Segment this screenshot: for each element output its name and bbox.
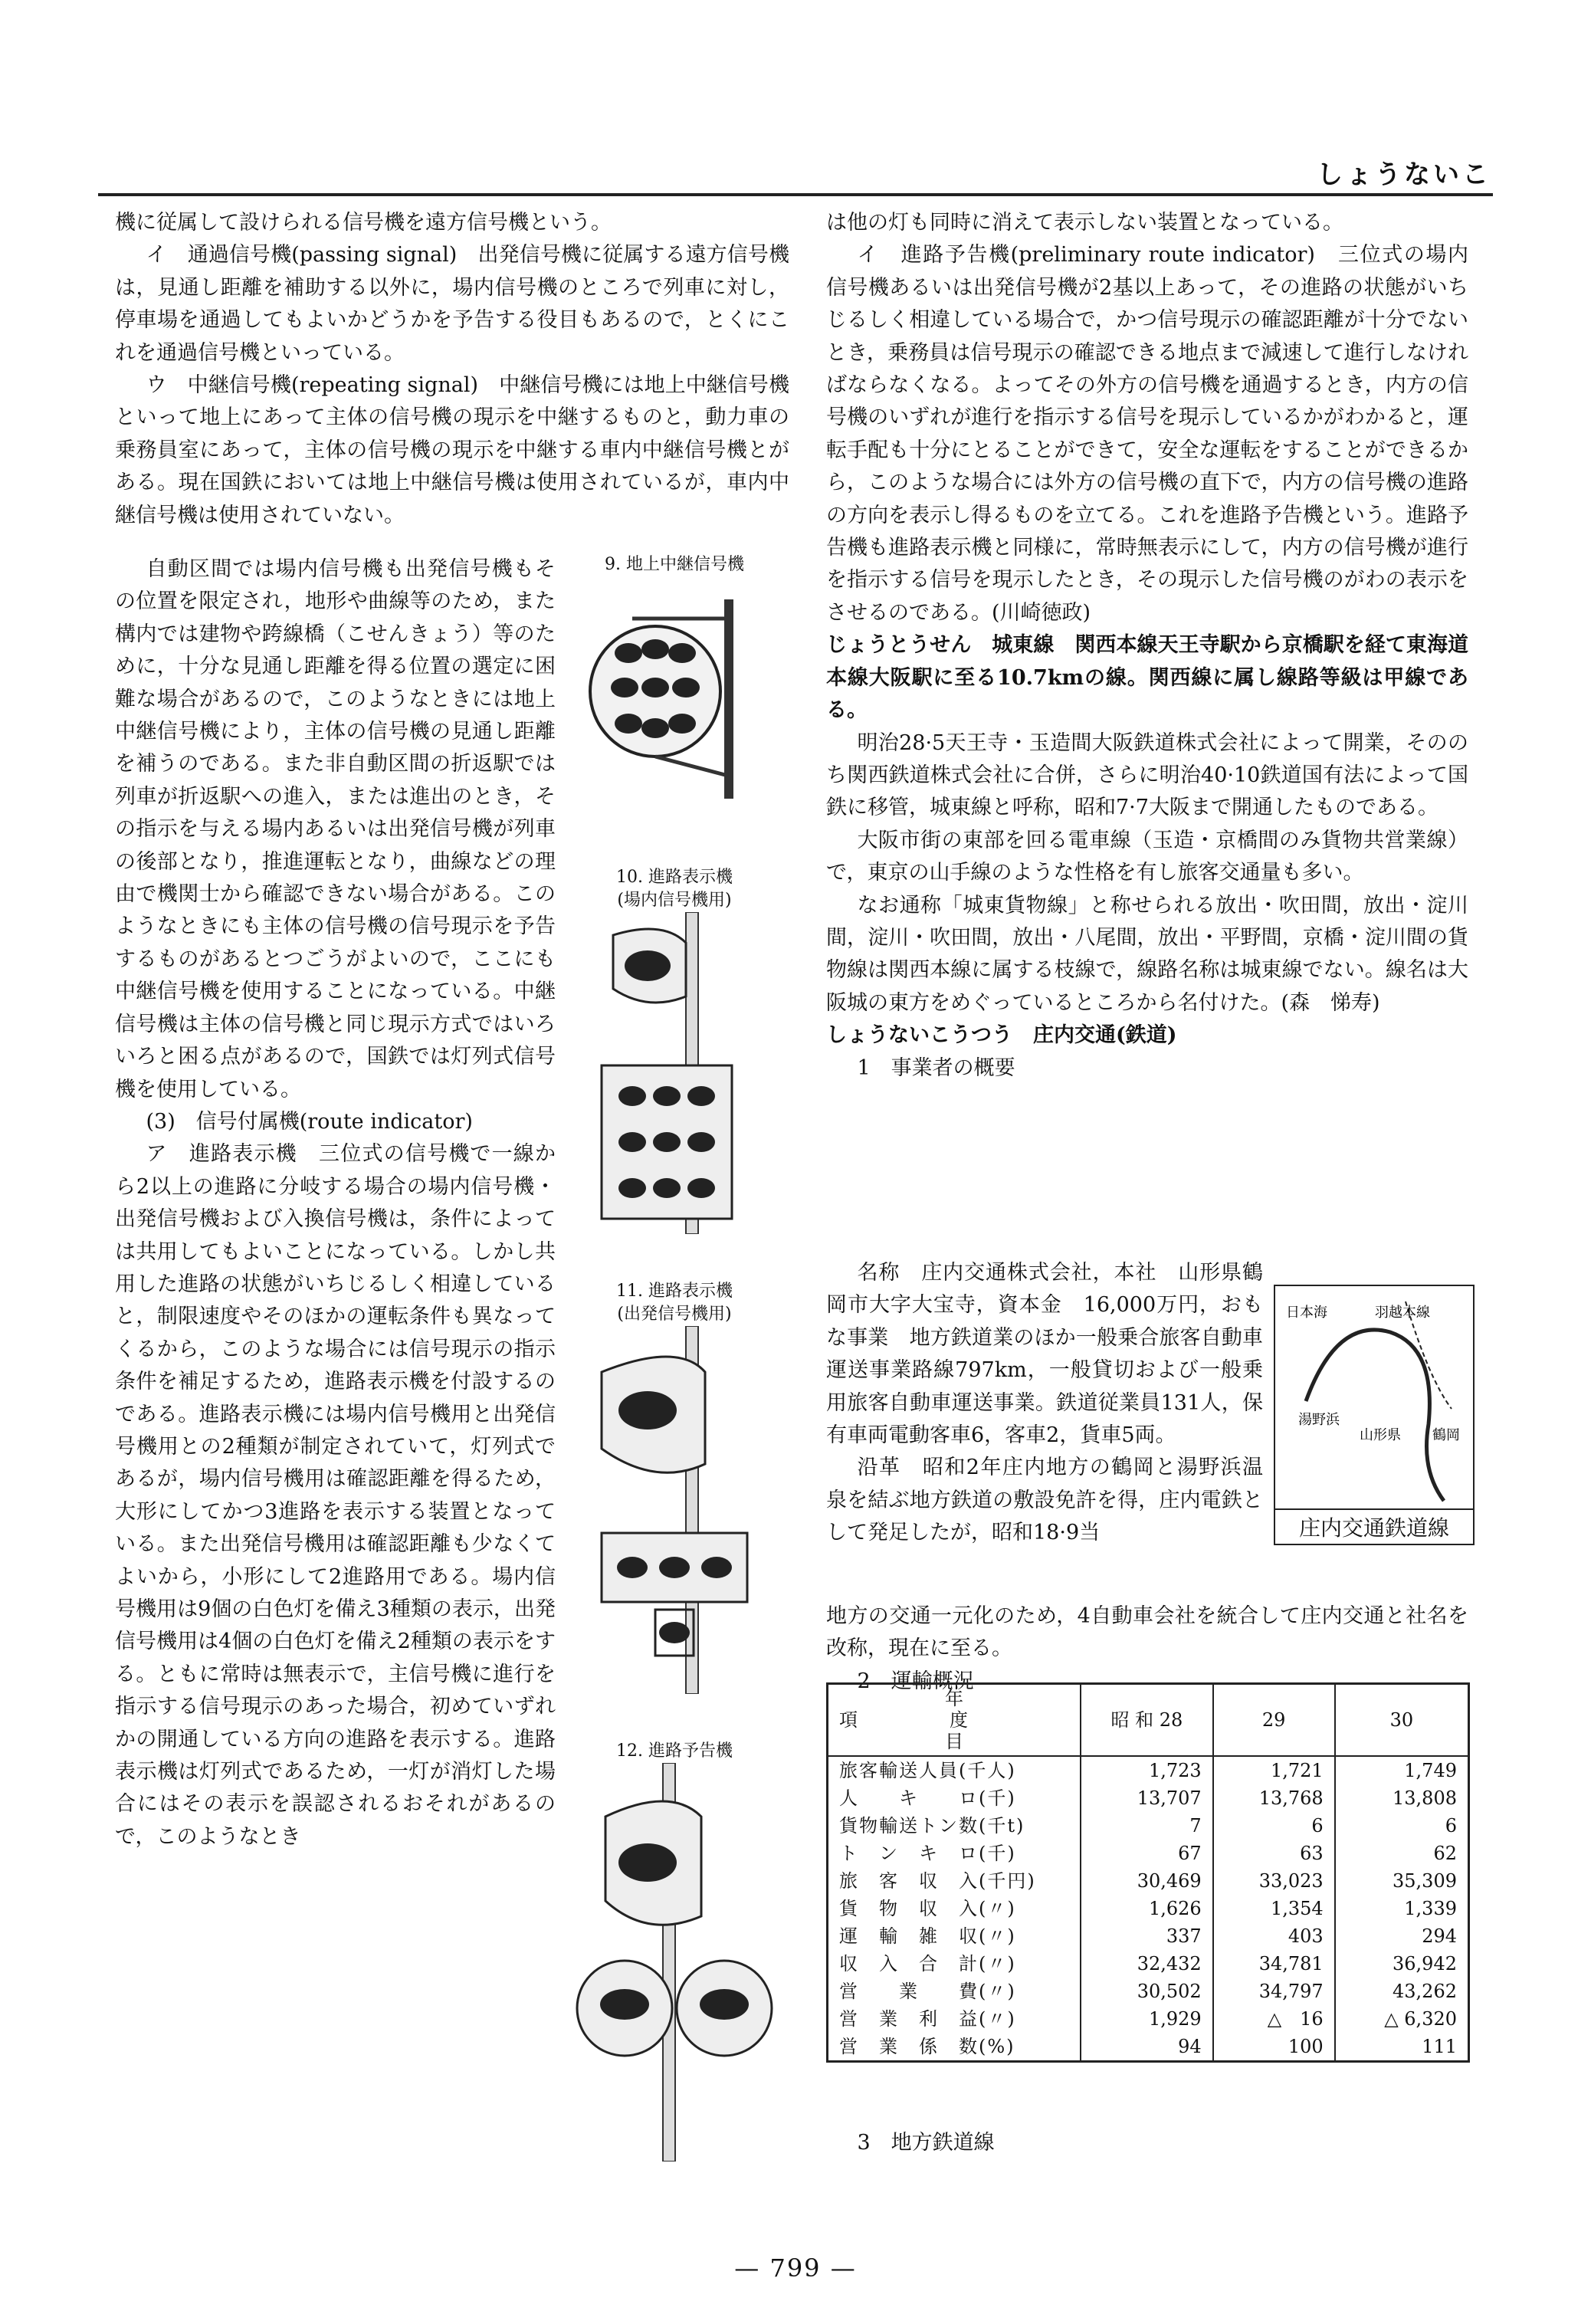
table-row [828,1867,1469,1895]
paragraph: 地方の交通一元化のため，4自動車会社を統合して庄内交通と社名を改称，現在に至る。 [826,1604,1468,1661]
figure-number: 9. [604,555,621,574]
after-table [826,2127,1468,2159]
table-row [828,2033,1469,2062]
row-label: 営 業 係 数(%) [839,2036,1015,2057]
row-label: 旅 客 収 入(千円) [839,1870,1036,1892]
cell: 13,707 [1081,1784,1213,1812]
cell: 32,432 [1081,1950,1213,1978]
left-column-narrow [115,553,556,1853]
row-label: 営 業 費(〃) [839,1981,1016,2002]
header-rule [98,193,1493,196]
cell: 1,721 [1213,1756,1335,1784]
table-row [828,1840,1469,1867]
cell: 111 [1335,2033,1469,2062]
paragraph: 名称 庄内交通株式会社，本社 山形県鶴岡市大字大宝寺，資本金 16,000万円，おもな事業 地方鉄道業のほか一般乗合旅客自動車運送事業路線797km，一般貸切および一般乗用旅客自動車運送事業。鉄道従業員131人，保有車両電動客車6，客車2，貨車5両。 [826,1261,1263,1448]
cell: 62 [1335,1840,1469,1867]
paragraph: 機に従属して設けられる信号機を遠方信号機という。 [115,211,612,235]
figure-number: 10. [615,868,643,887]
figure-caption: 進路予告機 [648,1741,733,1761]
corner-header [828,1684,1081,1757]
figure-caption: 地上中継信号機 [625,555,744,574]
paragraph: ア 進路表示機 三位式の信号機で一線から2以上の進路に分岐する場合の場内信号機・出発信号機および入換信号機は，条件によっては共用してもよいことになっている。しかし共用した進路の状態がいちじるしく相違していると，制限速度やそのほかの運転条件も異なってくるから，このような場合には信号現示の指示条件を補足するため，進路表示機を付設するのである。進路表示機には場内信号機用と出発信号機用との2種類が制定されていて，灯列式であるが，場内信号機用は確認距離を得るため，大形にしてかつ3進路を表示する装置となっている。また出発信号機用は確認距離も少なくてよいから，小形にして2進路用である。場内信号機用は9個の白色灯を備え3種類の表示，出発信号機用は4個の白色灯を備え2種類の表示をする。ともに常時は無表示で，主信号機に進行を指示する信号現示のあった場合，初めていずれかの開通している方向の進路を表示する。進路表示機は灯列式であるため，一灯が消灯した場合にはその表示を誤認されるおそれがあるので，このようなとき [115,1142,556,1849]
figure-11 [571,1280,778,1694]
figure-9 [571,553,778,806]
cell: 1,723 [1081,1756,1213,1784]
transport-statistics-table [826,1682,1470,2063]
paragraph: 明治28·5天王寺・玉造間大阪鉄道株式会社によって開業，そののち関西鉄道株式会社に合併，さらに明治40·10鉄道国有法によって国鉄に移管，城東線と呼称，昭和7·7大阪まで開通したものである。 [826,730,1468,820]
signal-illustration [571,576,778,806]
figure-caption: 進路表示機 [648,868,733,887]
entry-jotosen: じょうとうせん 城東線 関西本線天王寺駅から京橋駅を経て東海道本線大阪駅に至る10.7kmの線。関西線に属し線路等級は甲線である。 [826,633,1468,723]
map-place: 湯野浜 [1298,1412,1340,1428]
year-header: 昭 和 28 [1081,1684,1213,1757]
paragraph: は他の灯も同時に消えて表示しない装置となっている。 [826,211,1343,235]
paragraph: (3) 信号付属機(route indicator) [146,1109,473,1134]
figure-10 [571,866,778,1234]
row-label: 旅客輸送人員(千人) [839,1760,1016,1781]
cell: 33,023 [1213,1867,1335,1895]
figure-caption: 進路表示機 [648,1282,733,1301]
paragraph: イ 通過信号機(passing signal) 出発信号機に従属する遠方信号機は，見通し距離を補助する以外に，場内信号機のところで列車に対し，停車場を通過してもよいかどうかを予告する役目もあるので，とくにこれを通過信号機といっている。 [115,243,789,365]
cell: 294 [1335,1922,1469,1950]
cell: 1,339 [1335,1895,1469,1922]
cell: 34,797 [1213,1978,1335,2005]
figure-subcaption: (場内信号機用) [617,891,732,910]
paragraph: イ 進路予告機(preliminary route indicator) 三位式の場内信号機あるいは出発信号機が2基以上あって，その進路の状態がいちじるしく相違している場合で，かつ信号現示の確認距離が十分でないとき，乗務員は信号現示の確認できる地点まで減速して進行しなければならなくなる。よってその外方の信号機を通過するとき，内方の信号機のいずれが進行を指示する信号を現示しているかがわかると，運転手配も十分にとることができて，安全な運転をすることができるから，このような場合には外方の信号機の直下で，内方の信号機の進路の方向を表示し得るものを立てる。これを進路予告機という。進路予告機も進路表示機と同様に，常時無表示にして，内方の信号機が進行を指示する信号を現示したとき，その現示した信号機のがわの表示をさせるのである。(川崎徳政) [826,243,1468,625]
figure-12 [571,1740,778,2162]
cell: △ 6,320 [1335,2005,1469,2033]
table-row [828,1978,1469,2005]
map-place: 羽越本線 [1375,1305,1430,1321]
map-place: 鶴岡 [1432,1427,1460,1443]
route-map [1274,1285,1475,1541]
row-label: 営 業 利 益(〃) [839,2008,1016,2030]
cell: 403 [1213,1922,1335,1950]
paragraph: 大阪市街の東部を回る電車線（玉造・京橋間のみ貨物共営業線）で，東京の山手線のような性格を有し旅客交通量も多い。 [826,828,1468,885]
section-heading: 3 地方鉄道線 [857,2131,995,2155]
table-row [828,1756,1469,1784]
year-header: 30 [1335,1684,1469,1757]
map-label: 庄内交通鉄道線 [1274,1508,1475,1545]
table-row [828,1922,1469,1950]
paragraph: 自動区間では場内信号機も出発信号機もその位置を限定され，地形や曲線等のため，また構内では建物や跨線橋（こせんきょう）等のために，十分な見通し距離を得る位置の選定に困難な場合があるので，このようなときには地上中継信号機により，主体の信号機の見通し距離を補うのである。また非自動区間の折返駅では列車が折返駅への進入，または進出のとき，その指示を与える場内あるいは出発信号機が列車の後部となり，推進運転となり，曲線などの理由で機関士から確認できない場合がある。このようなときにも主体の信号機の信号現示を予告するものがあるとつごうがよいので，ここにも中継信号機を使用することになっている。中継信号機は主体の信号機と同じ現示方式ではいろいろと困る点があるので，国鉄では灯列式信号機を使用している。 [115,557,556,1101]
cell: 43,262 [1335,1978,1469,2005]
cell: 100 [1213,2033,1335,2062]
signal-illustration [571,1763,778,2162]
table-row [828,2005,1469,2033]
cell: 1,354 [1213,1895,1335,1922]
figure-subcaption: (出発信号機用) [617,1305,732,1324]
cell: 34,781 [1213,1950,1335,1978]
cell: 36,942 [1335,1950,1469,1978]
cell: △ 16 [1213,2005,1335,2033]
entry-shonai-kotsu: しょうないこうつう 庄内交通(鉄道) [826,1023,1177,1048]
corner-header-bottom: 目 [945,1731,963,1752]
cell: 63 [1213,1840,1335,1867]
map-illustration [1275,1286,1473,1516]
cell: 7 [1081,1812,1213,1840]
cell: 67 [1081,1840,1213,1867]
right-column-narrow [826,1257,1263,1550]
cell: 1,929 [1081,2005,1213,2033]
right-column [826,207,1468,1085]
row-label: 貨 物 収 入(〃) [839,1898,1016,1919]
map-place: 山形県 [1360,1427,1401,1443]
cell: 1,626 [1081,1895,1213,1922]
row-label: 収 入 合 計(〃) [839,1953,1016,1974]
cell: 13,768 [1213,1784,1335,1812]
cell: 1,749 [1335,1756,1469,1784]
table-row [828,1812,1469,1840]
section-heading: 2 運輸概況 [857,1669,974,1693]
map-place: 日本海 [1286,1305,1327,1321]
table-row [828,1950,1469,1978]
cell: 30,469 [1081,1867,1213,1895]
running-head: しょうないこ [1317,159,1491,190]
paragraph: なお通称「城東貨物線」と称せられる放出・吹田間，放出・淀川間，淀川・吹田間，放出・八尾間，放出・平野間，京橋・淀川間の貨物線は関西本線に属する枝線で，線路名称は城東線でない。線名は大阪城の東方をめぐっているところから名付けた。(森 悌寿) [826,893,1468,1015]
cell: 6 [1335,1812,1469,1840]
row-label: ト ン キ ロ(千) [839,1843,1016,1864]
row-label: 運 輸 雑 収(〃) [839,1925,1016,1947]
row-label: 人 キ ロ(千) [839,1787,1016,1809]
paragraph: 沿革 昭和2年庄内地方の鶴岡と湯野浜温泉を結ぶ地方鉄道の敷設免許を得，庄内電鉄として発足したが，昭和18·9当 [826,1456,1263,1545]
cell: 35,309 [1335,1867,1469,1895]
table-row [828,1895,1469,1922]
paragraph: ウ 中継信号機(repeating signal) 中継信号機には地上中継信号機といって地上にあって主体の信号機の現示を中継するものと，動力車の乗務員室にあって，主体の信号機の現示を中継する車内中継信号機とがある。現在国鉄においては地上中継信号機は使用されているが，車内中継信号機は使用されていない。 [115,373,789,527]
cell: 6 [1213,1812,1335,1840]
corner-header-top: 年 [945,1688,963,1709]
cell: 13,808 [1335,1784,1469,1812]
figure-number: 11. [615,1282,643,1301]
signal-illustration [571,912,778,1234]
corner-header-mid: 項 度 [839,1709,968,1731]
table-row [828,1784,1469,1812]
year-header: 29 [1213,1684,1335,1757]
cell: 94 [1081,2033,1213,2062]
row-label: 貨物輸送トン数(千t) [839,1815,1025,1837]
cell: 30,502 [1081,1978,1213,2005]
page-number: — 799 — [734,2253,857,2283]
signal-illustration [571,1326,778,1694]
cell: 337 [1081,1922,1213,1950]
section-heading: 1 事業者の概要 [857,1055,1015,1080]
figure-number: 12. [615,1741,643,1761]
left-column-top [115,207,789,532]
